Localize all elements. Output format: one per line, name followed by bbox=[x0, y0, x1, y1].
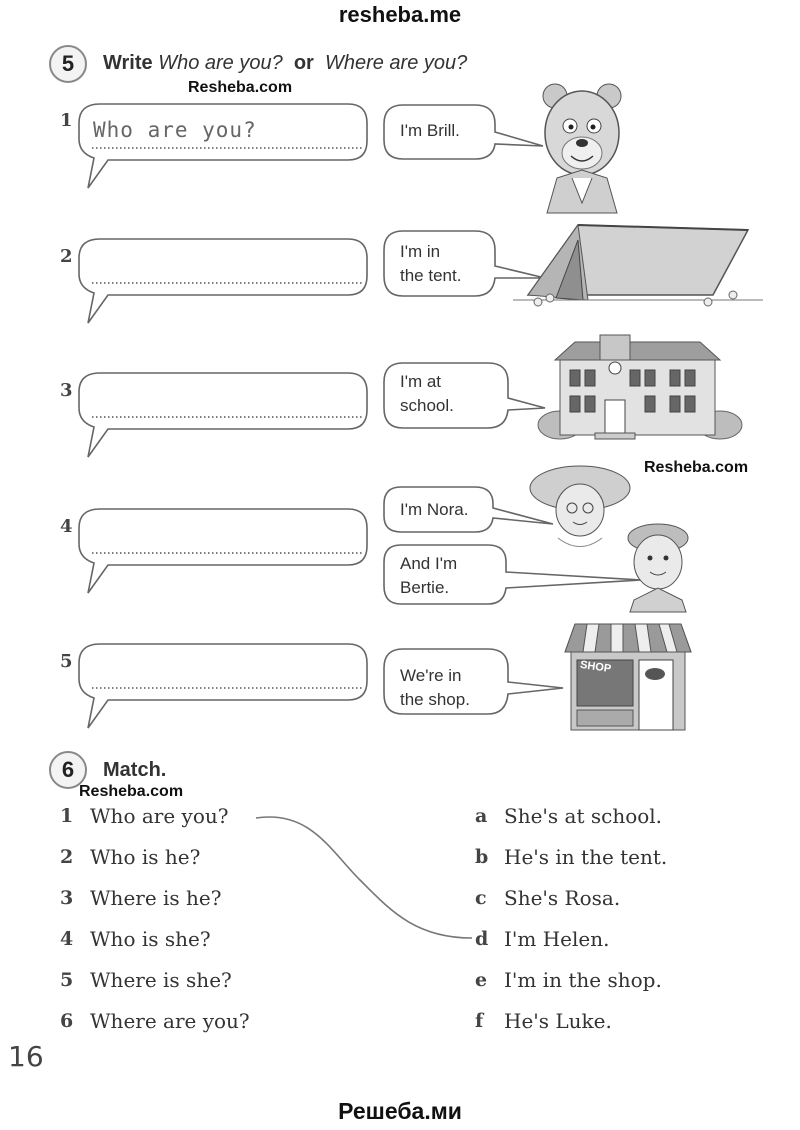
row-number: 2 bbox=[60, 246, 73, 267]
match-right-letter: c bbox=[475, 887, 487, 909]
match-left-number: 4 bbox=[60, 928, 74, 950]
speech-bubble-shape bbox=[78, 643, 378, 733]
reply-line: And I'm bbox=[400, 554, 458, 573]
match-left-number: 1 bbox=[60, 805, 74, 827]
write-bubble[interactable] bbox=[78, 508, 378, 598]
reply-line: We're in bbox=[400, 666, 462, 685]
reply-text: I'm Nora. bbox=[400, 500, 469, 519]
match-right-letter: a bbox=[475, 805, 488, 827]
reply-line: school. bbox=[400, 396, 454, 415]
match-left-number: 5 bbox=[60, 969, 74, 991]
reply-line: Bertie. bbox=[400, 578, 450, 597]
school-illustration bbox=[535, 330, 745, 445]
reply-line: the tent. bbox=[400, 266, 462, 285]
reply-line: I'm in bbox=[400, 242, 441, 261]
match-left-number: 3 bbox=[60, 887, 74, 909]
match-right-letter: f bbox=[475, 1010, 484, 1032]
watermark: Resheba.com bbox=[188, 79, 293, 96]
match-left-item[interactable]: Who are you? bbox=[90, 804, 229, 828]
speech-bubble-shape bbox=[78, 372, 378, 462]
reply-text bbox=[400, 664, 470, 712]
match-right-item[interactable]: She's Rosa. bbox=[504, 886, 621, 910]
reply-text: I'm Brill. bbox=[400, 121, 460, 140]
bear-illustration bbox=[537, 78, 627, 218]
match-left-item[interactable]: Where are you? bbox=[90, 1009, 250, 1033]
people-illustration bbox=[528, 460, 698, 615]
write-bubble[interactable] bbox=[78, 372, 378, 462]
nora-bertie-icon bbox=[528, 460, 698, 620]
watermark: Resheba.com bbox=[644, 459, 749, 476]
match-left-number: 6 bbox=[60, 1010, 74, 1032]
instruction-or: or bbox=[293, 52, 314, 74]
shop-illustration bbox=[563, 622, 693, 732]
shop-icon bbox=[563, 622, 693, 737]
reply-text bbox=[400, 552, 457, 600]
speech-bubble-shape bbox=[78, 508, 378, 598]
match-right-letter: b bbox=[475, 846, 489, 868]
exercise-5-instruction bbox=[103, 52, 467, 75]
match-right-letter: d bbox=[475, 928, 489, 950]
row-number: 1 bbox=[60, 110, 73, 131]
match-right-item[interactable]: I'm in the shop. bbox=[504, 968, 662, 992]
reply-line: the shop. bbox=[400, 690, 470, 709]
row-number: 3 bbox=[60, 380, 73, 401]
match-left-item[interactable]: Who is she? bbox=[90, 927, 211, 951]
write-bubble[interactable] bbox=[78, 643, 378, 733]
site-title-top[interactable]: resheba.me bbox=[338, 2, 462, 27]
shop-sign: SHOP bbox=[579, 658, 612, 676]
write-bubble[interactable] bbox=[78, 103, 378, 193]
reply-line: I'm at bbox=[400, 372, 442, 391]
page-number: 16 bbox=[8, 1040, 44, 1073]
exercise-5-number: 5 bbox=[49, 45, 87, 83]
reply-text bbox=[400, 370, 454, 418]
tent-illustration bbox=[508, 220, 768, 315]
match-right-item[interactable]: She's at school. bbox=[504, 804, 663, 828]
instruction-verb: Write bbox=[103, 52, 153, 74]
written-answer[interactable]: Who are you? bbox=[93, 118, 257, 142]
match-answer-line bbox=[250, 810, 480, 945]
match-left-item[interactable]: Where is she? bbox=[90, 968, 232, 992]
reply-text bbox=[400, 240, 461, 288]
match-left-item[interactable]: Who is he? bbox=[90, 845, 201, 869]
match-left-number: 2 bbox=[60, 846, 74, 868]
tent-icon bbox=[508, 220, 768, 320]
row-number: 5 bbox=[60, 651, 73, 672]
exercise-6-number: 6 bbox=[49, 751, 87, 789]
speech-bubble-shape bbox=[78, 238, 378, 328]
watermark: Resheba.com bbox=[79, 783, 184, 800]
match-right-item[interactable]: He's Luke. bbox=[504, 1009, 612, 1033]
match-right-item[interactable]: He's in the tent. bbox=[504, 845, 668, 869]
school-icon bbox=[535, 330, 745, 450]
row-number: 4 bbox=[60, 516, 73, 537]
instruction-phrase-2: Where are you? bbox=[324, 52, 468, 74]
site-title-bottom[interactable]: Решеба.ми bbox=[338, 1098, 462, 1124]
bear-icon bbox=[537, 78, 627, 223]
match-right-letter: e bbox=[475, 969, 488, 991]
write-bubble[interactable] bbox=[78, 238, 378, 328]
exercise-6-instruction: Match. bbox=[103, 759, 167, 781]
instruction-phrase-1: Who are you? bbox=[158, 52, 283, 74]
match-left-item[interactable]: Where is he? bbox=[90, 886, 222, 910]
speech-bubble-shape bbox=[78, 103, 378, 193]
match-right-item[interactable]: I'm Helen. bbox=[504, 927, 610, 951]
